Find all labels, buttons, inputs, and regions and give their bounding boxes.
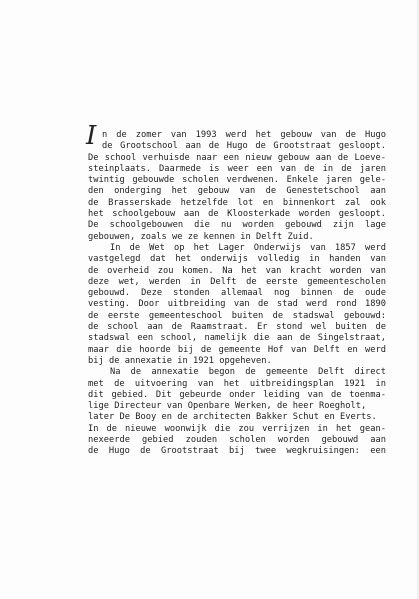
text-line: vastgelegd dat het onderwijs volledig in handen van: [88, 254, 386, 265]
text-line: de Brasserskade hetzelfde lot en binnenkort zal ook: [88, 197, 386, 208]
text-line: den onderging het gebouw van de Genestetschool aan: [88, 186, 386, 197]
text-line: gebouwen, zoals we ze kennen in Delft Zuid.: [88, 231, 314, 242]
text-line: dit gebied. Dit gebeurde onder leiding van de toenma-: [88, 389, 386, 400]
body-text: [88, 130, 386, 458]
text-line: nexeerde gebied zouden scholen worden gebouwd aan: [88, 435, 386, 446]
text-line: met de uitvoering van het uitbreidingsplan 1921 in: [88, 378, 386, 389]
text-line: vesting. Door uitbreiding van de stad werd rond 1890: [88, 299, 386, 310]
text-line: de Grootschool aan de Hugo de Grootstraat gesloopt.: [102, 141, 386, 152]
text-line: maar die hoorde bij de gemeente Hof van Delft en werd: [88, 344, 386, 355]
text-line: deze wet, werden in Delft de eerste gemeentescholen: [88, 276, 386, 287]
text-line: gebouwd. Deze stonden allemaal nog binnen de oude: [88, 288, 386, 299]
text-line: later De Booy en de architecten Bakker Schut en Everts.: [88, 412, 377, 423]
text-line: In de Wet op het Lager Onderwijs van 1857 werd: [110, 242, 386, 253]
text-line: lige Directeur van Openbare Werken, de heer Roegholt,: [88, 401, 367, 412]
text-line: De school verhuisde naar een nieuw gebouw aan de Loeve-: [88, 152, 386, 163]
text-line: twintig gebouwde scholen verdwenen. Enkele jaren gele-: [88, 175, 386, 186]
text-line: n de zomer van 1993 werd het gebouw van de Hugo: [102, 130, 386, 140]
drop-cap: I: [86, 121, 97, 151]
text-line: de overheid zou komen. Na het van kracht worden van: [88, 265, 386, 276]
text-line: stadswal een school, namelijk die aan de Singelstraat,: [88, 333, 386, 344]
text-line: het schoolgebouw aan de Kloosterkade worden gesloopt.: [88, 209, 386, 220]
text-line: bij de annexatie in 1921 opgeheven.: [88, 355, 272, 366]
text-line: de eerste gemeenteschool buiten de stadswal gebouwd:: [88, 310, 386, 321]
text-line: In de nieuwe woonwijk die zou verrijzen in het gean-: [88, 423, 386, 434]
text-line: De schoolgebouwen die nu worden gebouwd zijn lage: [88, 220, 386, 231]
text-line: de school aan de Raamstraat. Er stond wel buiten de: [88, 322, 386, 333]
text-line: steinplaats. Daarmede is weer een van de in de jaren: [88, 163, 386, 174]
text-line: de Hugo de Grootstraat bij twee wegkruisingen: een: [88, 446, 386, 457]
text-line: Na de annexatie begon de gemeente Delft direct: [110, 367, 386, 378]
